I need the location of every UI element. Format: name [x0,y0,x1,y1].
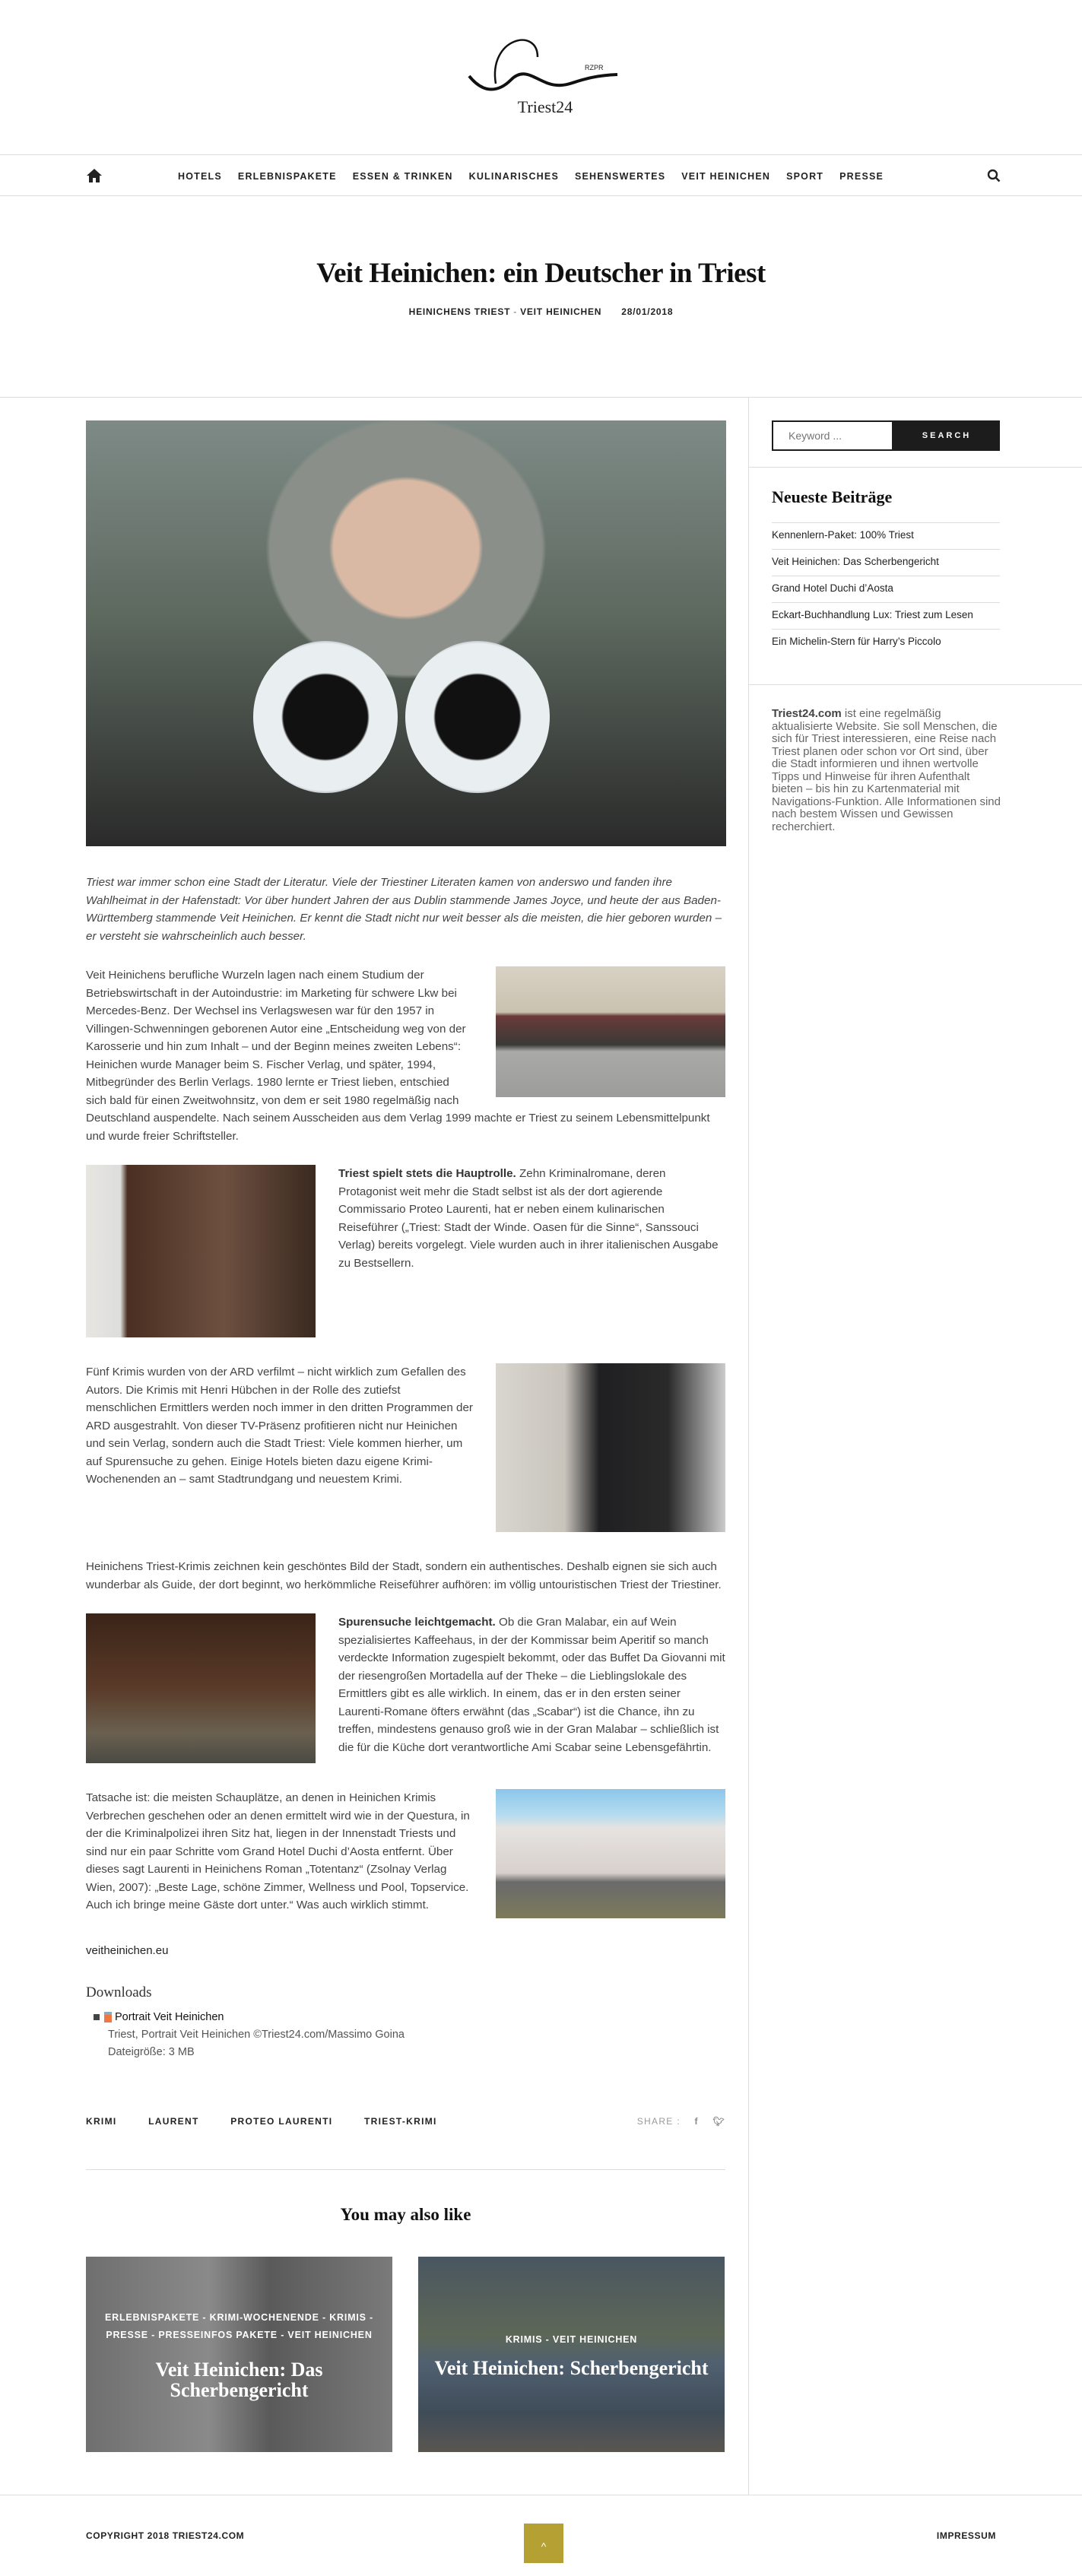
download-description: Triest, Portrait Veit Heinichen ©Triest24.com/Massimo Goina [108,2029,405,2041]
related-categories[interactable]: KRIMIS - VEIT HEINICHEN [505,2333,638,2345]
tag-link[interactable]: KRIMI [86,2116,117,2127]
nav-item-veit-heinichen[interactable]: VEIT HEINICHEN [681,170,771,182]
share-label: SHARE : [636,2116,681,2127]
recent-post-link[interactable]: Eckart-Buchhandlung Lux: Triest zum Lesen [772,602,1000,629]
tags-bar [86,2116,725,2170]
article-header [0,196,1082,398]
about-brand: Triest24.com [772,707,842,720]
download-link[interactable]: Portrait Veit Heinichen [115,2011,224,2023]
paragraph [86,1165,725,1344]
recent-post-link[interactable]: Ein Michelin-Stern für Harry’s Piccolo [772,629,1000,655]
logo-text: Triest24 [517,97,573,116]
paragraph-text: Veit Heinichens berufliche Wurzeln lagen nach einem Studium der Betriebswirtschaft in der Autoindustrie: im Marketing für schwere Lkw bei Mercedes-Benz. Der Wechsel ins Verlagswesen war für den 1957 in Villingen-Schwenningen geborenen Autor eine „Entscheidung weg von der Karosserie und hin zum Inhalt – und der Beginn meines zweiten Lebens“: Heinichen wurde Manager beim S. Fischer Verlag, und später, 1994, Mitbegründer des Berlin Verlags. 1980 lernte er Triest lieben, entschied sich bald für einen Zweitwohnsitz, von dem er seit 1980 regelmäßig nach Deutschland auspendelte. Nach seinem Ausscheiden aus dem Verlag 1999 machte er Triest zu seinem Lebensmittelpunkt und wurde freier Schriftsteller. [86,969,710,1143]
search-form [772,420,1000,451]
site-logo[interactable] [465,30,625,125]
meta-separator: - [513,306,518,317]
category-link[interactable]: VEIT HEINICHEN [520,306,602,317]
featured-image [86,420,726,846]
article-image [86,1613,316,1763]
bullet-icon [94,2014,100,2020]
home-icon[interactable] [86,168,103,183]
page-title: Veit Heinichen: ein Deutscher in Triest [316,258,766,289]
category-link[interactable]: HEINICHENS TRIEST [408,306,511,317]
image-file-icon [104,2012,112,2022]
related-card[interactable] [418,2257,725,2452]
paragraph [86,1789,725,1924]
search-input[interactable] [772,420,893,451]
article-image [496,1363,725,1532]
facebook-icon[interactable]: f [694,2116,699,2127]
related-posts [86,2257,725,2495]
related-card[interactable] [86,2257,392,2452]
recent-post-link[interactable]: Veit Heinichen: Das Scherbengericht [772,549,1000,576]
nav-item-sehenswertes[interactable]: SEHENSWERTES [574,170,666,182]
article-image [496,966,725,1097]
nav-item-presse[interactable]: PRESSE [839,170,884,182]
site-footer [0,2495,1082,2576]
tag-link[interactable]: LAURENT [148,2116,199,2127]
downloads-section [86,1984,725,2061]
impressum-link[interactable]: IMPRESSUM [936,2530,996,2541]
downloads-heading: Downloads [86,1984,152,2000]
tag-link[interactable]: TRIEST-KRIMI [364,2116,437,2127]
binocular-lens [253,641,398,793]
about-body: ist eine regelmäßig aktualisierte Website. Sie soll Menschen, die sich für Triest interessieren, eine Reise nach Triest planen oder schon vor Ort sind, über die Stadt informieren und ihnen wertvolle Tipps und Hinweise für ihren Aufenthalt bieten – bis hin zu Kartenmaterial mit Navigations-Funktion. Alle Informationen sind nach bestem Wissen und Gewissen recherchiert. [772,707,1001,833]
paragraph [86,966,725,1145]
article-image [86,1165,316,1337]
related-title[interactable]: Veit Heinichen: Scherbengericht [434,2356,709,2379]
nav-item-hotels[interactable]: HOTELS [178,170,222,182]
paragraph-lead: Triest spielt stets die Hauptrolle. [338,1167,516,1180]
related-heading: You may also like [340,2205,471,2224]
recent-posts [772,522,1082,655]
paragraph-lead: Spurensuche leichtgemacht. [338,1616,496,1629]
divider [749,684,1082,685]
external-link[interactable]: veitheinichen.eu [86,1944,169,1957]
back-to-top-button[interactable]: ^ [524,2524,563,2563]
divider [749,467,1082,468]
intro-paragraph: Triest war immer schon eine Stadt der Literatur. Viele der Triestiner Literaten kamen von anderswo und fanden ihre Wahlheimat in der Hafenstadt: Vor über hundert Jahren der aus Dublin stammende James Joyce, und heute der aus Baden-Württemberg stammende Veit Heinichen. Er kennt die Stadt nicht nur weit besser als die meisten, die hier geboren wurden – er versteht sie wahrscheinlich auch besser. [86,876,722,943]
copyright: COPYRIGHT 2018 TRIEST24.COM [86,2530,245,2541]
article-image [496,1789,725,1918]
twitter-icon[interactable]: 🐦︎ [712,2116,725,2127]
paragraph-text: Zehn Kriminalromane, deren Protagonist weit mehr die Stadt selbst ist als der dort agierende Commissario Proteo Laurenti, hat er neben einem kulinarischen Reiseführer („Triest: Stadt der Winde. Oasen für die Sinne“, Sanssouci Verlag) bereits vorgelegt. Viele wurden auch in ihrer italienischen Ausgabe zu Bestsellern. [338,1167,719,1270]
paragraph-text: Ob die Gran Malabar, ein auf Wein spezialisiertes Kaffeehaus, in der der Kommissar beim Aperitif so manch verdeckte Information zugespielt bekommt, oder das Buffet Da Giovanni mit der riesengroßen Mortadella auf der Theke – die Lieblingslokale des Ermittlers gibt es alle wirklich. In einem, das er in den ersten seiner Laurenti-Romane öfters erwähnt (das „Scabar“) ist die Chance, ihn zu treffen, mindestens genauso groß wie in der Gran Malabar – schließlich ist die für die Küche dort verantwortliche Ami Scabar seine Lebensgefährtin. [338,1616,725,1754]
main-nav [0,154,1082,196]
article-meta [0,306,1082,317]
paragraph-text: Tatsache ist: die meisten Schauplätze, an denen in Heinichen Krimis Verbrechen geschehen oder an denen ermittelt wird wie in der Questura, in der die Kriminalpolizei ihren Sitz hat, liegen in der Innenstadt Triests und sind nur ein paar Schritte vom Grand Hotel Duchi d’Aosta entfernt. Über dieses sagt Laurenti in Heinichens Roman „Totentanz“ (Zsolnay Verlag Wien, 2007): „Beste Lage, schöne Zimmer, Wellness und Pool, Topservice. Auch ich bringe meine Gäste dort unter.“ Was auch wirklich stimmt. [86,1791,470,1911]
nav-item-sport[interactable]: SPORT [786,170,824,182]
paragraph [86,1613,725,1769]
post-date: 28/01/2018 [621,306,674,317]
search-icon[interactable] [987,169,1001,182]
binocular-lens [405,641,550,793]
download-size: Dateigröße: 3 MB [108,2046,195,2058]
article-body [0,398,749,2495]
paragraph: Heinichens Triest-Krimis zeichnen kein geschöntes Bild der Stadt, sondern ein authentisches. Deshalb eignen sie sich auch wunderbar als Guide, der dort beginnt, wo herkömmliche Reiseführer aufhören: im völlig untouristischen Triest der Triestiner. [86,1560,722,1591]
sidebar [749,398,1082,2495]
nav-item-essen-trinken[interactable]: ESSEN & TRINKEN [352,170,453,182]
nav-list [178,155,900,197]
nav-item-erlebnispakete[interactable]: ERLEBNISPAKETE [237,170,337,182]
related-title[interactable]: Veit Heinichen: Das Scherbengericht [155,2358,323,2401]
related-categories[interactable]: ERLEBNISPAKETE - KRIMI-WOCHENENDE - KRIMIS - PRESSE - PRESSEINFOS PAKETE - VEIT HEINICHEN [104,2311,374,2340]
share-bar [637,2116,725,2127]
site-header [0,0,1082,154]
paragraph-text: Fünf Krimis wurden von der ARD verfilmt – nicht wirklich zum Gefallen des Autors. Die Krimis mit Henri Hübchen in der Rolle des zutiefst menschlichen Ermittlers werden noch immer in den dritten Programmen der ARD ausgestrahlt. Von dieser TV-Präsenz profitieren nicht nur Heinichen und sein Verlag, sondern auch die Stadt Triest: Viele kommen hierher, um auf Spurensuche zu gehen. Einige Hotels bieten dazu eigene Krimi-Wochenenden an – samt Stadtrundgang und neuestem Krimi. [86,1366,473,1486]
logo-sub: RZPR [585,64,604,71]
paragraph [86,1363,725,1538]
search-button[interactable]: SEARCH [893,420,1000,451]
tag-link[interactable]: PROTEO LAURENTI [230,2116,333,2127]
nav-item-kulinarisches[interactable]: KULINARISCHES [468,170,559,182]
about-text [772,708,1004,833]
recent-post-link[interactable]: Grand Hotel Duchi d’Aosta [772,576,1000,602]
recent-posts-heading: Neueste Beiträge [772,487,893,506]
recent-post-link[interactable]: Kennenlern-Paket: 100% Triest [772,522,1000,549]
